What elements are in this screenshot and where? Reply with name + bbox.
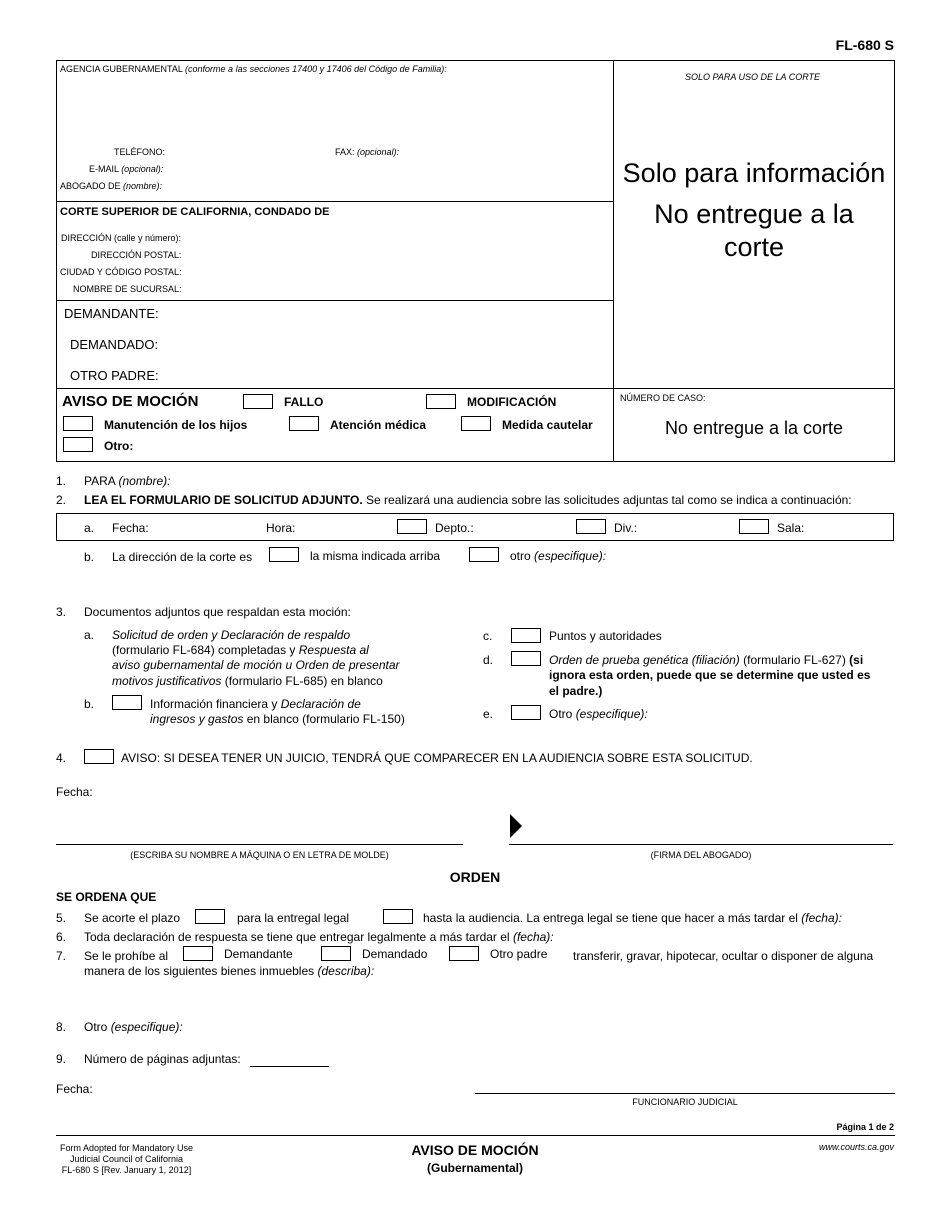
item-number: 9. [56, 1052, 67, 1066]
name-line [56, 844, 463, 845]
signature-caption: (FIRMA DEL ABOGADO) [650, 850, 752, 860]
item-number: 2. [56, 493, 67, 507]
item-7e: transferir, gravar, hipotecar, ocultar o disponer de alguna [573, 949, 874, 963]
direccion-label: DIRECCIÓN (calle y número): [61, 233, 182, 243]
medida-checkbox[interactable] [461, 416, 491, 431]
fallo-checkbox[interactable] [243, 394, 273, 409]
ciudad-label: CIUDAD Y CÓDIGO POSTAL: [60, 267, 182, 277]
audiencia-checkbox[interactable] [383, 909, 413, 924]
order-fecha: Fecha: [56, 1082, 93, 1096]
court-use-label: SOLO PARA USO DE LA CORTE [685, 72, 821, 82]
item-number: 3. [56, 605, 67, 619]
hearing-depto: Depto.: [435, 521, 474, 535]
doc-3a-line1: Solicitud de orden y Declaración de respaldo [112, 628, 351, 642]
item-5a: Se acorte el plazo [84, 911, 181, 925]
item-7d: Otro padre [490, 947, 548, 961]
demandante-checkbox[interactable] [183, 946, 213, 961]
item-6: Toda declaración de respuesta se tiene que entregar legalmente a más tardar el (fecha): [84, 930, 554, 944]
pages-field[interactable] [250, 1066, 329, 1067]
demandado-checkbox[interactable] [321, 946, 351, 961]
atencion-checkbox[interactable] [289, 416, 319, 431]
dir-corte-label: La dirección de la corte es [112, 550, 253, 564]
info-line-3: corte [723, 232, 785, 262]
item-number: 5. [56, 911, 67, 925]
funcionario-label: FUNCIONARIO JUDICIAL [632, 1097, 738, 1107]
info-line-2: No entregue a la [654, 199, 854, 229]
doc-3a-line4: motivos justificativos (formulario FL-685) en blanco [112, 674, 383, 688]
sub-letter: b. [84, 550, 95, 564]
doc-3c-label: Puntos y autoridades [549, 629, 662, 643]
modificacion-checkbox[interactable] [426, 394, 456, 409]
order-title: ORDEN [449, 869, 501, 885]
aviso-title: AVISO DE MOCIÓN [62, 393, 199, 410]
manutencion-checkbox[interactable] [63, 416, 93, 431]
court-title: CORTE SUPERIOR DE CALIFORNIA, CONDADO DE [60, 206, 330, 218]
agency-label: AGENCIA GUBERNAMENTAL (conforme a las secciones 17400 y 17406 del Código de Familia): [60, 64, 447, 74]
item-number: 1. [56, 474, 67, 488]
demandante-label: DEMANDANTE: [64, 306, 159, 321]
doc-3e-checkbox[interactable] [511, 705, 541, 720]
item-9: Número de páginas adjuntas: [84, 1052, 241, 1066]
email-label: E-MAIL (opcional): [89, 164, 164, 174]
otro-dir-label: otro (especifique): [510, 549, 607, 563]
fax-label: FAX: (opcional): [335, 147, 400, 157]
item-3: Documentos adjuntos que respaldan esta moción: [84, 605, 351, 619]
item-7a: Se le prohíbe al [84, 949, 169, 963]
item-5c: hasta la audiencia. La entrega legal se tiene que hacer a más tardar el (fecha): [423, 911, 842, 925]
sub-letter: b. [84, 697, 95, 711]
sub-letter: e. [483, 707, 494, 721]
se-ordena: SE ORDENA QUE [56, 890, 157, 904]
atencion-label: Atención médica [330, 418, 427, 432]
item-number: 7. [56, 949, 67, 963]
info-line-1: Solo para información [622, 158, 886, 188]
footer-left-3: FL-680 S [Rev. January 1, 2012] [61, 1165, 192, 1175]
hearing-fecha: Fecha: [112, 521, 149, 535]
item-number: 8. [56, 1020, 67, 1034]
item-7f: manera de los siguientes bienes inmuebles (describa): [84, 964, 375, 978]
item-8: Otro (especifique): [84, 1020, 183, 1034]
footer-left-2: Judicial Council of California [69, 1154, 184, 1164]
telefono-label: TELÉFONO: [114, 147, 166, 157]
doc-3d-checkbox[interactable] [511, 651, 541, 666]
arrow-icon [510, 814, 522, 838]
otro-checkbox[interactable] [63, 437, 93, 452]
div-checkbox[interactable] [576, 519, 606, 534]
sub-letter: a. [84, 521, 95, 535]
otro-dir-checkbox[interactable] [469, 547, 499, 562]
otro-label: Otro: [104, 439, 134, 453]
item-number: 4. [56, 751, 67, 765]
depto-checkbox[interactable] [397, 519, 427, 534]
sub-letter: d. [483, 653, 494, 667]
footer-left-1: Form Adopted for Mandatory Use [59, 1143, 194, 1153]
hearing-sala: Sala: [777, 521, 805, 535]
hearing-hora: Hora: [266, 521, 296, 535]
footer-title: AVISO DE MOCIÓN [411, 1142, 539, 1158]
fallo-label: FALLO [284, 395, 324, 409]
signature-line [509, 844, 893, 845]
doc-3d-line2: ignora esta orden, puede que se determine que usted es [549, 668, 871, 682]
sub-letter: a. [84, 628, 95, 642]
doc-3a-line3: aviso gubernamental de moción u Orden de presentar [112, 658, 400, 672]
misma-label: la misma indicada arriba [310, 549, 441, 563]
numero-caso-label: NÚMERO DE CASO: [620, 393, 706, 403]
doc-3b-checkbox[interactable] [112, 695, 142, 710]
item-1: PARA (nombre): [84, 474, 171, 488]
otro-padre-label: OTRO PADRE: [70, 368, 159, 383]
abogado-label: ABOGADO DE (nombre): [60, 181, 163, 191]
form-id: FL-680 S [835, 37, 894, 53]
item-4: AVISO: SI DESEA TENER UN JUICIO, TENDRÁ QUE COMPARECER EN LA AUDIENCIA SOBRE ESTA SOLICITUD. [121, 751, 753, 765]
doc-3b-line2: ingresos y gastos en blanco (formulario FL-150) [150, 712, 405, 726]
demandado-label: DEMANDADO: [70, 337, 159, 352]
misma-checkbox[interactable] [269, 547, 299, 562]
sala-checkbox[interactable] [739, 519, 769, 534]
modificacion-label: MODIFICACIÓN [467, 395, 557, 409]
sub-letter: c. [483, 629, 493, 643]
page-number: Página 1 de 2 [836, 1122, 894, 1132]
item-number: 6. [56, 930, 67, 944]
item-7c: Demandado [362, 947, 428, 961]
item-2: LEA EL FORMULARIO DE SOLICITUD ADJUNTO. Se realizará una audiencia sobre las solicitudes adjuntas tal como se indica a continuación: [84, 493, 852, 507]
direccion-postal-label: DIRECCIÓN POSTAL: [91, 250, 182, 260]
doc-3b-line1: Información financiera y Declaración de [150, 697, 361, 711]
name-caption: (ESCRIBA SU NOMBRE A MÁQUINA O EN LETRA DE MOLDE) [130, 850, 389, 860]
no-entregue-text: No entregue a la corte [664, 418, 844, 438]
doc-3a-line2: (formulario FL-684) completadas y Respuesta al [112, 643, 369, 657]
medida-label: Medida cautelar [502, 418, 593, 432]
sucursal-label: NOMBRE DE SUCURSAL: [73, 284, 182, 294]
doc-3c-checkbox[interactable] [511, 628, 541, 643]
manutencion-label: Manutención de los hijos [104, 418, 248, 432]
footer-subtitle: (Gubernamental) [426, 1161, 523, 1175]
otro-padre-checkbox[interactable] [449, 946, 479, 961]
judge-line [475, 1093, 895, 1094]
item-7b: Demandante [224, 947, 293, 961]
hearing-div: Div.: [614, 521, 638, 535]
doc-3d-line3: el padre.) [549, 684, 603, 698]
plazo-checkbox[interactable] [195, 909, 225, 924]
item-5b: para la entregal legal [237, 911, 350, 925]
doc-3e-label: Otro (especifique): [549, 707, 648, 721]
footer-url[interactable]: www.courts.ca.gov [818, 1142, 894, 1152]
aviso-juicio-checkbox[interactable] [84, 749, 114, 764]
fecha-label: Fecha: [56, 785, 93, 799]
doc-3d-line1: Orden de prueba genética (filiación) (formulario FL-627) (si [549, 653, 864, 667]
